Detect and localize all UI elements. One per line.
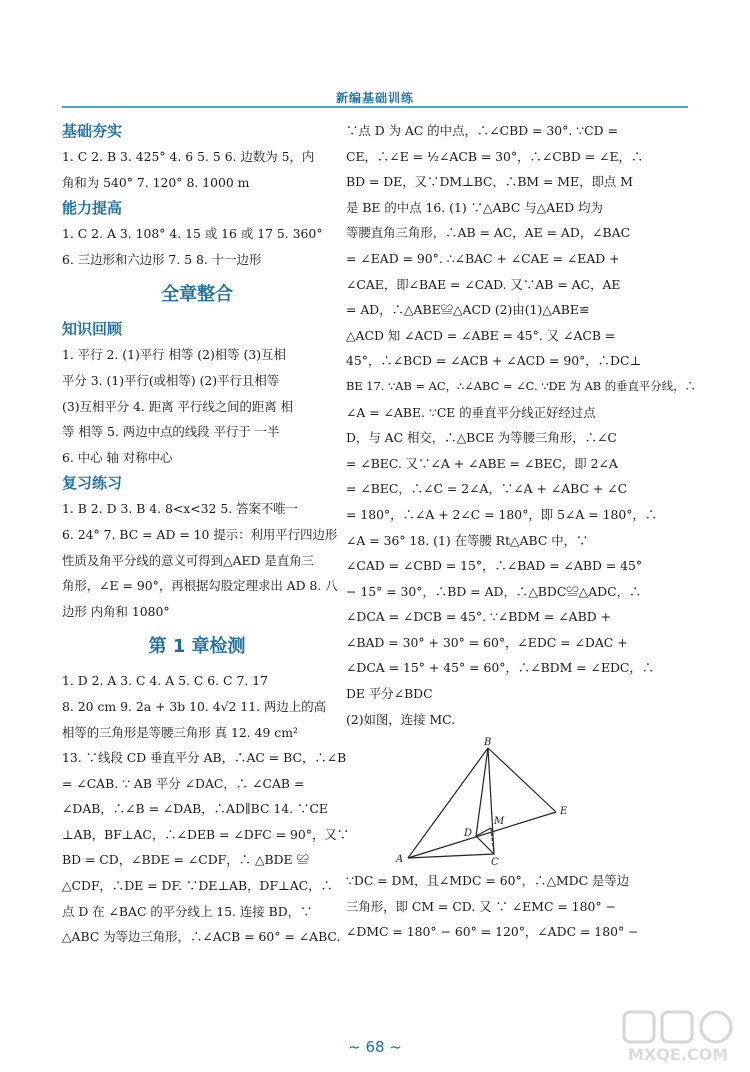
watermark-logo-icon: [620, 1008, 740, 1048]
answer-line: CE，∴∠E = ½∠ACB = 30°，∴∠CBD = ∠E，∴: [346, 148, 644, 164]
label-a: A: [396, 854, 404, 866]
answer-line: 1. C 2. A 3. 108° 4. 15 或 16 或 17 5. 360°: [62, 226, 323, 242]
answer-line: 平分 3. (1)平行(或相等) (2)平行且相等: [62, 372, 280, 388]
answer-line: 45°，∴∠BCD = ∠ACB + ∠ACD = 90°，∴DC⊥: [346, 353, 642, 369]
answer-line: 13. ∵线段 CD 垂直平分 AB，∴AC = BC，∴∠B: [62, 750, 347, 766]
answer-line: ∵DC = DM，且∠MDC = 60°，∴△MDC 是等边: [346, 873, 630, 889]
answer-line: 角和为 540° 7. 120° 8. 1000 m: [62, 174, 250, 190]
answer-line: − 15° = 30°，∴BD = AD，∴△BDC≌△ADC，∴: [346, 583, 642, 599]
answer-line: = ∠BEC，∴∠C = 2∠A，∵∠A + ∠ABC + ∠C: [346, 481, 628, 497]
answer-line: ∠DCA = ∠DCB = 45°. ∵∠BDM = ∠ABD +: [346, 609, 611, 625]
answer-line: BD = DE，又∵DM⊥BC，∴BM = ME，即点 M: [346, 174, 633, 190]
watermark: [620, 1008, 740, 1064]
answer-line: DE 平分∠BDC: [346, 686, 433, 702]
answer-line: 1. 平行 2. (1)平行 相等 (2)相等 (3)互相: [62, 347, 286, 363]
segment-dc: [476, 836, 494, 854]
segment-be: [488, 748, 556, 812]
answer-line: ∠A = ∠ABE. ∵CE 的垂直平分线正好经过点: [346, 404, 596, 420]
left-column: [62, 118, 350, 950]
answer-line: 性质及角平分线的意义可得到△AED 是直角三: [62, 552, 315, 568]
answer-line: BE 17. ∵AB = AC，∴∠ABC = ∠C. ∵DE 为 AB 的垂直平分线，∴: [346, 378, 696, 393]
answer-line: 1. D 2. A 3. C 4. A 5. C 6. C 7. 17: [62, 673, 268, 689]
section-title-nengli: 能力提高: [62, 199, 123, 218]
answer-line: 是 BE 的中点 16. (1) ∵△ABC 与△AED 均为: [346, 199, 603, 215]
answer-line: ∠CAE，即∠BAE = ∠CAD. 又∵AB = AC，AE: [346, 276, 621, 292]
section-title-zhishi: 知识回顾: [62, 320, 123, 339]
answer-line: 1. C 2. B 3. 425° 4. 6 5. 5 6. 边数为 5，内: [62, 149, 315, 164]
answer-line: (3)互相平分 4. 距离 平行线之间的距离 相: [62, 398, 293, 414]
answer-line: ∠DCA = 15° + 45° = 60°，∴∠BDM = ∠EDC，∴: [346, 660, 655, 676]
segment-ae: [408, 812, 556, 858]
watermark-text: MXQE.COM: [628, 1045, 729, 1064]
answer-line: ⊥AB，BF⊥AC，∴∠DEB = ∠DFC = 90°，又∵: [62, 826, 350, 842]
label-b: B: [484, 737, 492, 749]
answer-line: △ACD 知 ∠ACD = ∠ABE = 45°. 又 ∠ACB =: [346, 327, 616, 343]
answer-line: 1. B 2. D 3. B 4. 8<x<32 5. 答案不唯一: [62, 501, 299, 517]
answer-line: 点 D 在 ∠BAC 的平分线上 15. 连接 BD，∵: [62, 903, 313, 919]
section-title-jichu: 基础夯实: [62, 122, 123, 140]
header-title: 新编基础训练: [335, 91, 414, 105]
answer-line: ∠DAB，∴∠B = ∠DAB，∴AD∥BC 14. ∵CE: [62, 801, 328, 817]
answer-line: = ∠CAB. ∵ AB 平分 ∠DAC，∴ ∠CAB =: [62, 775, 305, 791]
right-column: [346, 118, 696, 945]
answer-line: = AD，∴△ABE≌△ACD (2)由(1)△ABE≌: [346, 302, 590, 318]
label-e: E: [560, 806, 568, 818]
answer-line: 边形 内角和 1080°: [62, 603, 170, 619]
chapter-summary-title: 全章整合: [161, 284, 233, 306]
answer-line: 等腰直角三角形，∴AB = AC，AE = AD，∠BAC: [346, 225, 631, 241]
page-number: ~ 68 ~: [348, 1038, 402, 1056]
answer-line: 等 相等 5. 两边中点的线段 平行于 一半: [62, 424, 280, 440]
answer-line: ∵点 D 为 AC 的中点，∴∠CBD = 30°. ∵CD =: [346, 123, 618, 138]
answer-line: 相等的三角形是等腰三角形 真 12. 49 cm²: [62, 724, 298, 740]
geometry-figure-svg: [346, 736, 626, 866]
answer-line: ∠BAD = 30° + 30° = 60°，∠EDC = ∠DAC +: [346, 634, 628, 650]
segment-bc: [488, 748, 494, 854]
answer-line: = ∠EAD = 90°. ∴∠BAC + ∠CAE = ∠EAD +: [346, 250, 620, 266]
label-d: D: [464, 828, 473, 840]
chapter-test-title: 第 1 章检测: [148, 636, 246, 658]
section-title-fuxi: 复习练习: [62, 474, 123, 493]
answer-line: ∠DMC = 180° − 60° = 120°，∠ADC = 180° −: [346, 924, 639, 940]
answer-line: ∠CAD = ∠CBD = 15°，∴∠BAD = ∠ABD = 45°: [346, 558, 643, 574]
answer-line: = ∠BEC. 又∵∠A + ∠ABE = ∠BEC，即 2∠A: [346, 455, 618, 471]
answer-line: D，与 AC 相交，∴△BCE 为等腰三角形，∴∠C: [346, 430, 617, 446]
label-m: M: [494, 816, 505, 828]
answer-line: 6. 中心 轴 对称中心: [62, 449, 173, 465]
answer-line: ∠A = 36° 18. (1) 在等腰 Rt△ABC 中，∵: [346, 532, 589, 548]
answer-line: 6. 24° 7. BC = AD = 10 提示：利用平行四边形: [62, 526, 338, 542]
geometry-figure: [346, 736, 626, 866]
answer-line: 三角形，即 CM = CD. 又 ∵ ∠EMC = 180° −: [346, 898, 616, 914]
answer-line: 角形，∠E = 90°，再根据勾股定理求出 AD 8. 八: [62, 578, 338, 594]
label-c: C: [491, 857, 499, 867]
answer-line: △CDF，∴DE = DF. ∵DE⊥AB，DF⊥AC，∴: [62, 878, 333, 894]
segment-ab: [408, 748, 488, 858]
answer-line: (2)如图，连接 MC.: [346, 711, 456, 727]
answer-line: = 180°，∴∠A + 2∠C = 180°，即 5∠A = 180°，∴: [346, 506, 658, 522]
answer-line: 6. 三边形和六边形 7. 5 8. 十一边形: [62, 251, 262, 267]
answer-line: 8. 20 cm 9. 2a + 3b 10. 4√2 11. 两边上的高: [62, 698, 326, 714]
answer-line: BD = CD，∠BDE = ∠CDF，∴ △BDE ≌: [62, 852, 309, 868]
header-rule: [62, 106, 688, 108]
answer-line: △ABC 为等边三角形，∴∠ACB = 60° = ∠ABC.: [62, 929, 341, 945]
